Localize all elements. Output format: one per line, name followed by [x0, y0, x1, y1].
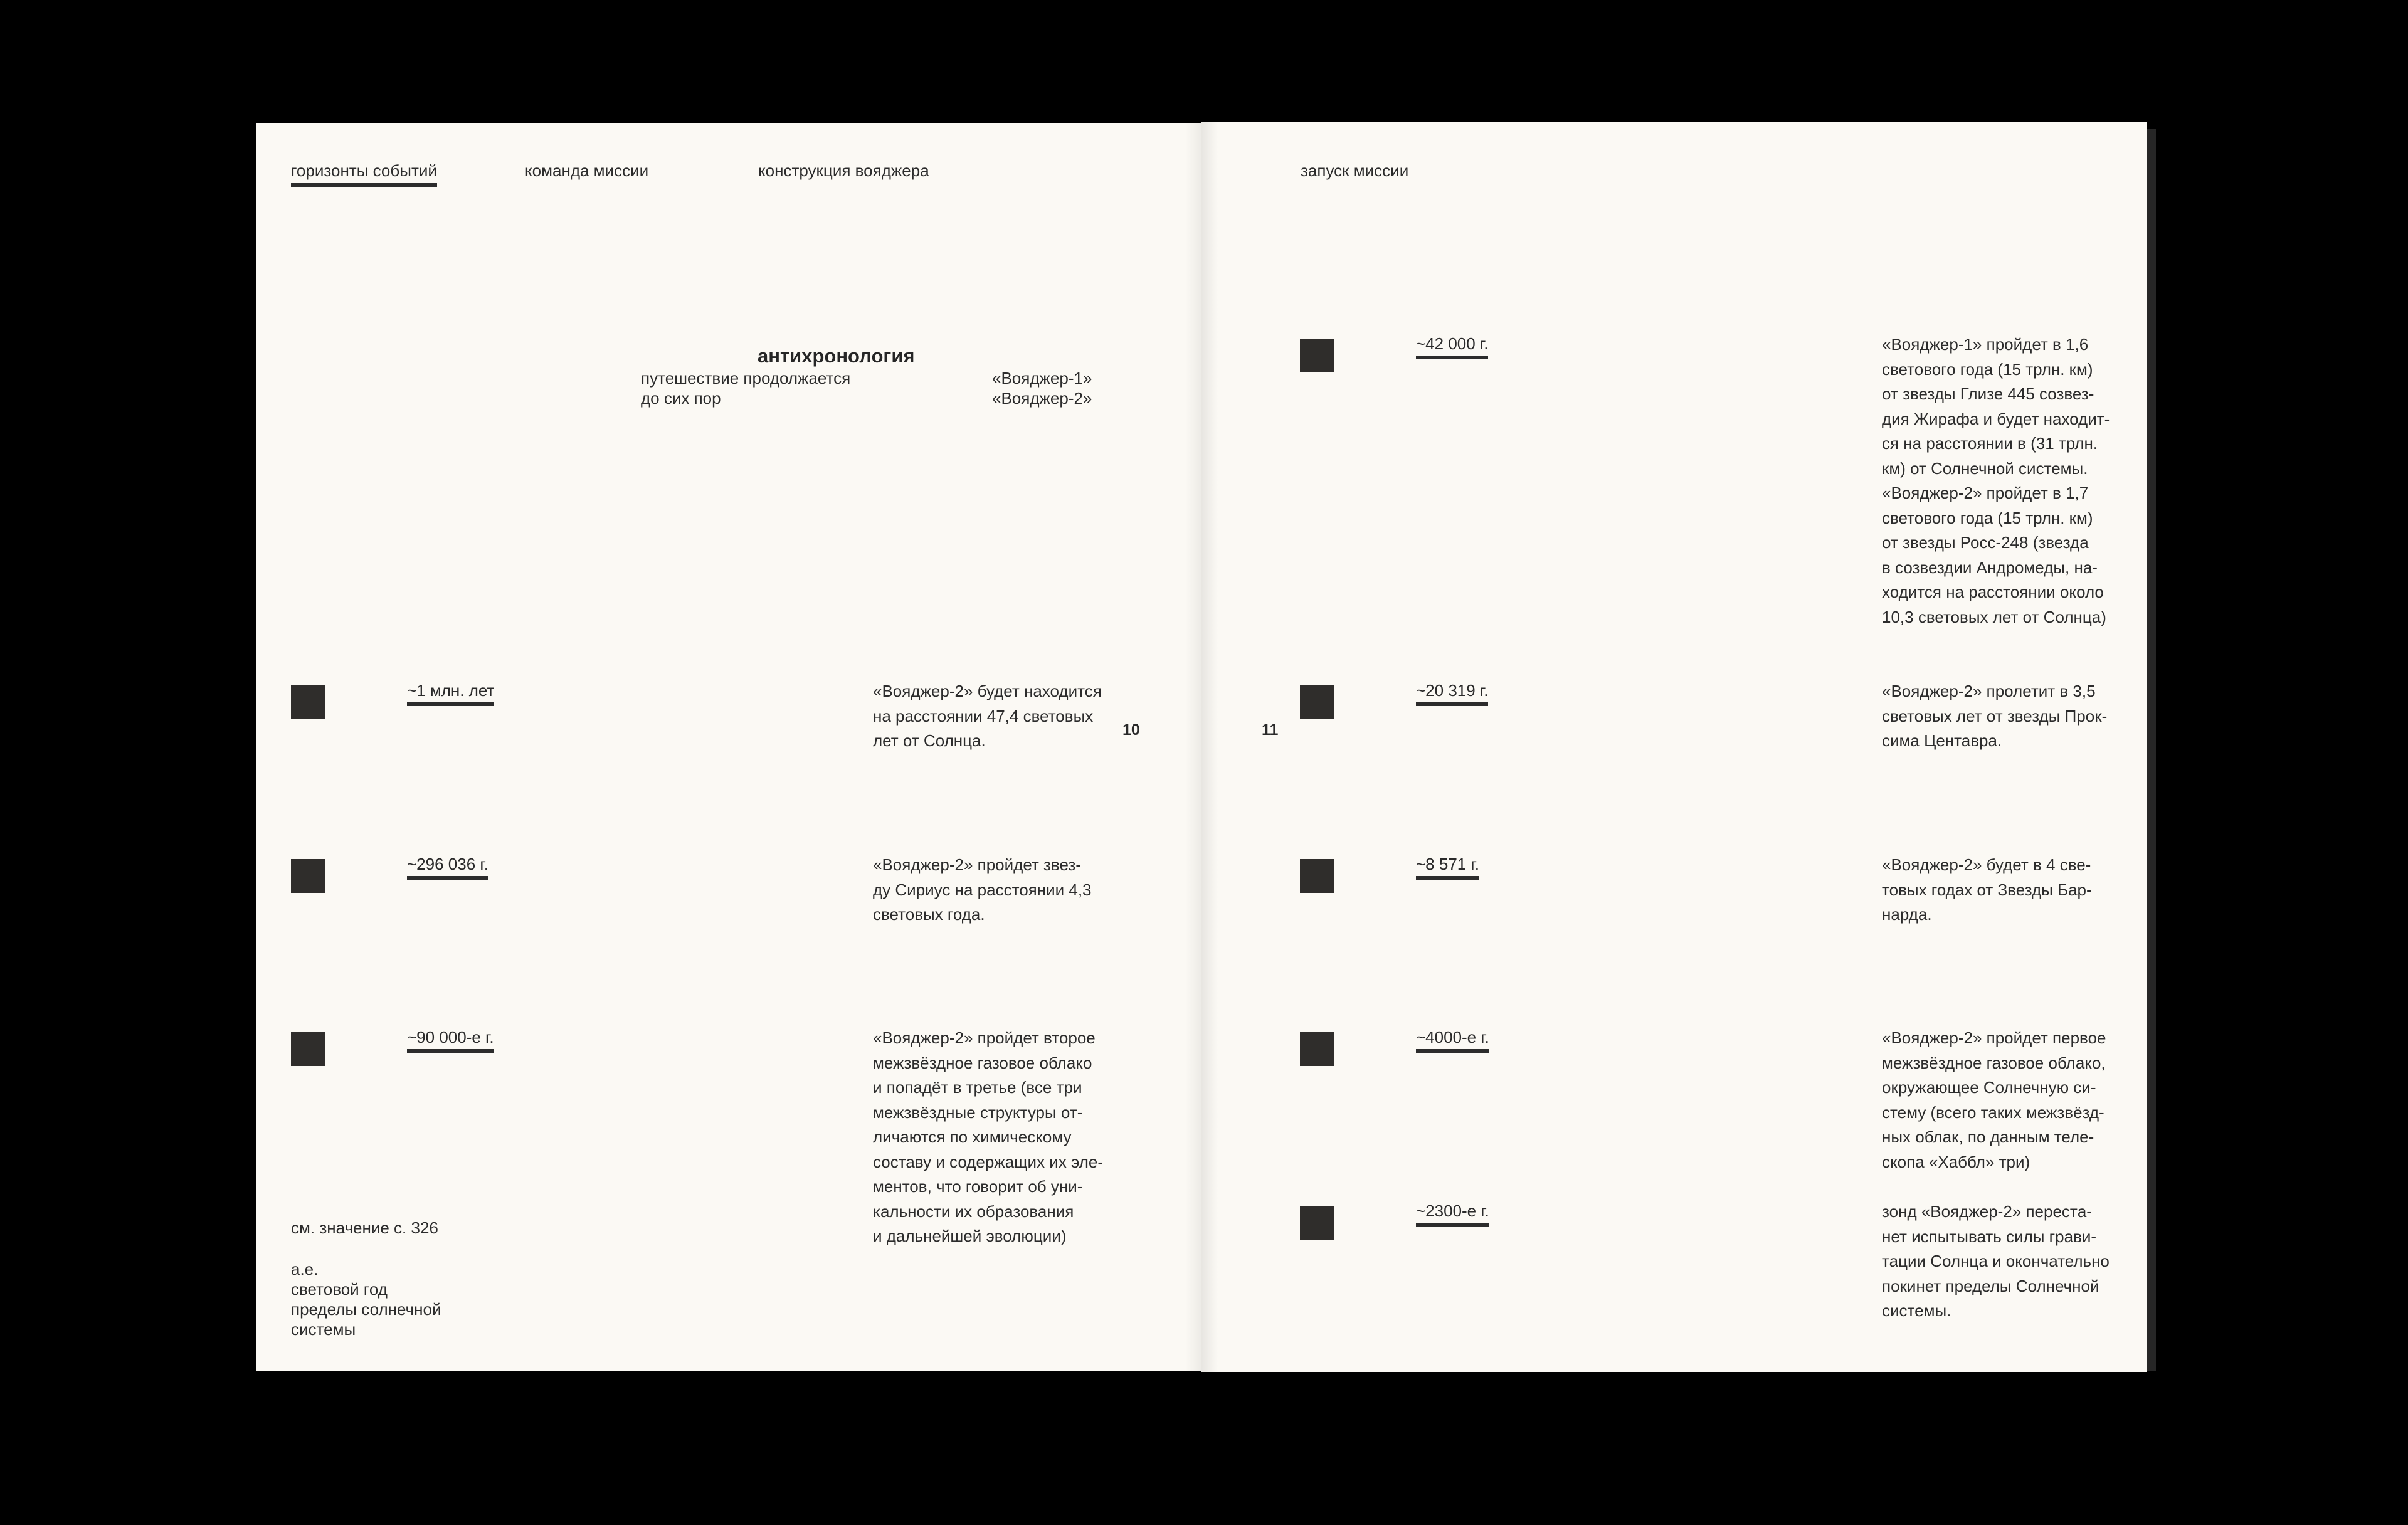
page-title: антихронология — [758, 345, 915, 367]
timeline-entry-text: «Вояджер-1» пройдет в 1,6 светового года (15 трлн. км) от звезды Глизе 445 созвез- дия Жирафа и будет находит- ся на расстоянии в (31 трлн. км) от Солнечной системы. «Вояджер-2» пройдет в 1,7 светового года (15 трлн. км) от звезды Росс-248 (звезда в созвездии Андромеды, на- ходится на расстоянии около 10,3 световых лет от Солнца) — [1882, 335, 2110, 626]
timeline-date: ~4000-е г. — [1416, 1027, 1489, 1053]
timeline-marker — [1300, 1206, 1334, 1240]
nav-mission-team[interactable]: команда миссии — [525, 161, 649, 180]
timeline-date: ~90 000-е г. — [407, 1027, 494, 1053]
timeline-entry-text: зонд «Вояджер-2» перестa- нет испытывать силы грави- тации Солнца и окончательно покинет пределы Солнечной системы. — [1882, 1202, 2110, 1320]
timeline-entry-text: «Вояджер-2» будет находится на расстоянии 47,4 световых лет от Солнца. — [873, 682, 1102, 750]
timeline-marker — [1300, 1032, 1334, 1066]
timeline-marker — [1300, 859, 1334, 893]
timeline-marker — [1300, 685, 1334, 719]
nav-events-horizons[interactable]: горизонты событий — [291, 161, 437, 187]
timeline-entry-text: «Вояджер-2» будет в 4 све- товых годах от Звезды Бар- нарда. — [1882, 855, 2092, 924]
timeline-entry-text: «Вояджер-2» пролетит в 3,5 световых лет от звезды Прок- сима Центавра. — [1882, 682, 2108, 750]
footnote-reference: см. значение с. 326 — [291, 1218, 438, 1237]
timeline-marker — [1300, 339, 1334, 372]
left-page — [256, 123, 1201, 1371]
timeline-date: ~296 036 г. — [407, 854, 488, 880]
timeline-entry-text: «Вояджер-2» пройдет второе межзвёздное газовое облако и попадёт в третье (все три межзвёздные структуры от- личаются по химическому составу и содержащих их эле- ментов, что говорит об уни- кальности их образования и дальнейшей эволюции) — [873, 1028, 1104, 1245]
right-page — [1201, 122, 2147, 1372]
timeline-entry-text: «Вояджер-2» пройдет звез- ду Сириус на расстоянии 4,3 световых года. — [873, 855, 1092, 924]
timeline-date: ~20 319 г. — [1416, 680, 1488, 706]
subtitle-line-1: путешествие продолжается — [641, 369, 851, 388]
subtitle-line-2: до сих пор — [641, 389, 721, 408]
timeline-date: ~1 млн. лет — [407, 680, 494, 706]
voyager-1-label: «Вояджер-1» — [992, 369, 1092, 388]
footnote-terms: а.е. световой год пределы солнечной системы — [291, 1260, 441, 1339]
timeline-marker — [291, 859, 325, 893]
page-number-left: 10 — [1122, 721, 1140, 739]
gutter-shadow — [1201, 122, 1218, 1372]
nav-mission-launch[interactable]: запуск миссии — [1301, 161, 1409, 180]
nav-voyager-construction[interactable]: конструкция вояджера — [758, 161, 929, 180]
voyager-2-label: «Вояджер-2» — [992, 389, 1092, 408]
page-number-right: 11 — [1262, 721, 1279, 739]
timeline-marker — [291, 1032, 325, 1066]
timeline-entry-text: «Вояджер-2» пройдет первое межзвёздное газовое облако, окружающее Солнечную си- стему (всего таких межзвёзд- ных облак, по данным теле- скопа «Хаббл» три) — [1882, 1028, 2106, 1171]
timeline-date: ~2300-е г. — [1416, 1201, 1489, 1227]
gutter-shadow — [1185, 123, 1201, 1371]
timeline-date: ~8 571 г. — [1416, 854, 1479, 880]
timeline-date: ~42 000 г. — [1416, 334, 1488, 359]
page-block-edge — [2147, 129, 2156, 1371]
timeline-marker — [291, 685, 325, 719]
